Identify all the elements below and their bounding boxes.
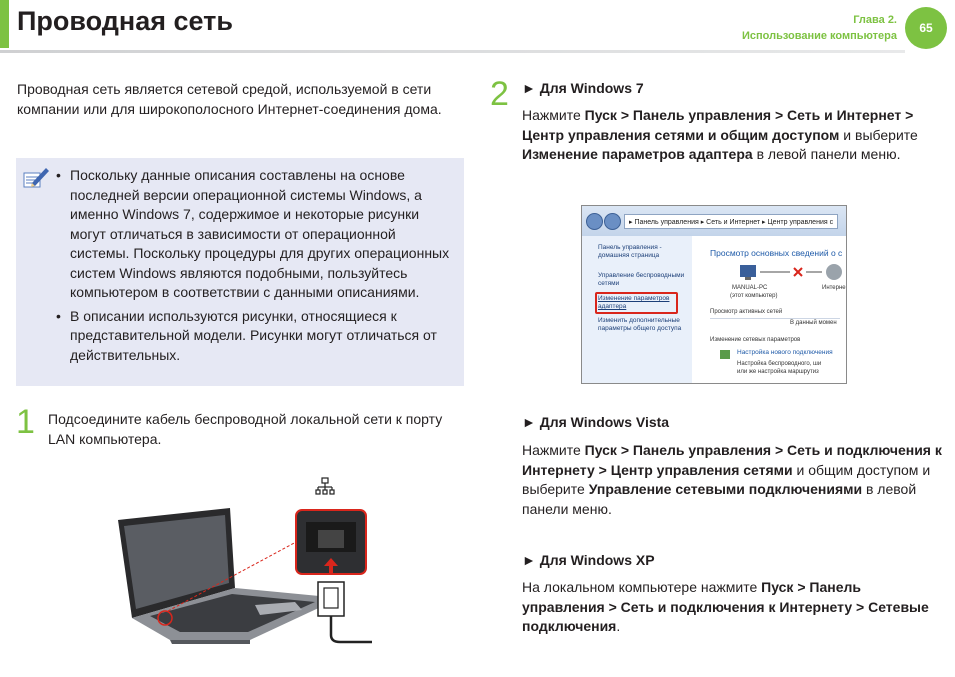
new-connection-link: Настройка нового подключения — [737, 349, 833, 356]
note-bullet: • Поскольку данные описания составлены на основе последней версии операционной системы Windows, а именно Windows 7, содержимое и некоторые рисунки могут отличаться в зависимости от операционной системы. Поскольку процедуры для других операционных систем Windows являются подобными, пользуйтесь компьютером в соответствии с данными описаниями. — [56, 166, 451, 303]
address-field: ▸ Панель управления ▸ Сеть и Интернет ▸ Центр управления с — [624, 214, 838, 229]
adapter-highlight — [595, 292, 678, 314]
os-heading-xp: ► Для Windows XP — [522, 552, 655, 568]
chapter-label — [742, 12, 897, 44]
step-text: Подсоедините кабель беспроводной локальной сети к порту LAN компьютера. — [48, 411, 443, 447]
xp-instructions: На локальном компьютере нажмите Пуск > Панель управления > Сеть и подключения к Интернету > Сетевые подключения. — [522, 579, 929, 634]
new-connection-icon — [720, 350, 730, 359]
page-title: Проводная сеть — [17, 6, 233, 36]
vista-instructions: Нажмите Пуск > Панель управления > Сеть и подключения к Интернету > Центр управления сетями и общим доступом и выберите Управление сетевыми подключениями в левой панели меню. — [522, 442, 942, 517]
divider — [710, 318, 840, 319]
header-divider — [0, 50, 905, 53]
os-heading-win7: ► Для Windows 7 — [522, 80, 644, 96]
network-lan-icon — [316, 478, 334, 494]
os-heading-vista: ► Для Windows Vista — [522, 414, 670, 430]
left-pane-item: Управление беспроводными сетями — [598, 272, 685, 287]
step-number: 1 — [16, 403, 35, 441]
pc-subtitle: (этот компьютер) — [730, 293, 778, 299]
control-panel-screenshot — [581, 205, 847, 384]
new-connection-desc: или же настройка маршрутиз — [737, 369, 819, 375]
network-map-icon — [732, 262, 846, 284]
address-bar — [582, 206, 846, 236]
chapter-title: Использование компьютера — [741, 30, 897, 42]
note-bullet: • В описании используются рисунки, относящиеся к представительной модели. Рисунки могут отличаться от действительных. — [56, 307, 451, 366]
left-pane-item-adapter: Изменение параметров адаптера — [598, 295, 670, 310]
internet-label: Интерне — [822, 285, 846, 291]
note-bullets — [56, 166, 451, 369]
intro-paragraph: Проводная сеть является сетевой средой, используемой в сети компании или для широкополосного Интернет-соединения дома. — [17, 81, 442, 117]
laptop-lan-illustration — [110, 470, 380, 645]
left-pane-item: Панель управления - домашняя страница — [598, 244, 662, 259]
no-access-label: В данный момен — [790, 320, 837, 326]
page-number-badge: 65 — [905, 7, 947, 49]
panel-heading: Просмотр основных сведений о с — [710, 248, 843, 258]
chapter-number: Глава 2. — [853, 14, 897, 26]
active-nets-label: Просмотр активных сетей — [710, 309, 783, 315]
back-arrow-icon — [586, 213, 603, 230]
pc-name: MANUAL-PC — [732, 285, 768, 291]
left-pane-item: Изменить дополнительные параметры общего доступа — [598, 317, 682, 332]
note-pencil-icon — [22, 165, 50, 191]
forward-arrow-icon — [604, 213, 621, 230]
change-settings-label: Изменение сетевых параметров — [710, 337, 801, 343]
step-number: 2 — [490, 75, 509, 113]
accent-bar — [0, 0, 9, 48]
win7-instructions: Нажмите Пуск > Панель управления > Сеть и Интернет > Центр управления сетями и общим доступом и выберите Изменение параметров адаптера в левой панели меню. — [522, 107, 918, 162]
new-connection-desc: Настройка беспроводного, ши — [737, 361, 822, 367]
